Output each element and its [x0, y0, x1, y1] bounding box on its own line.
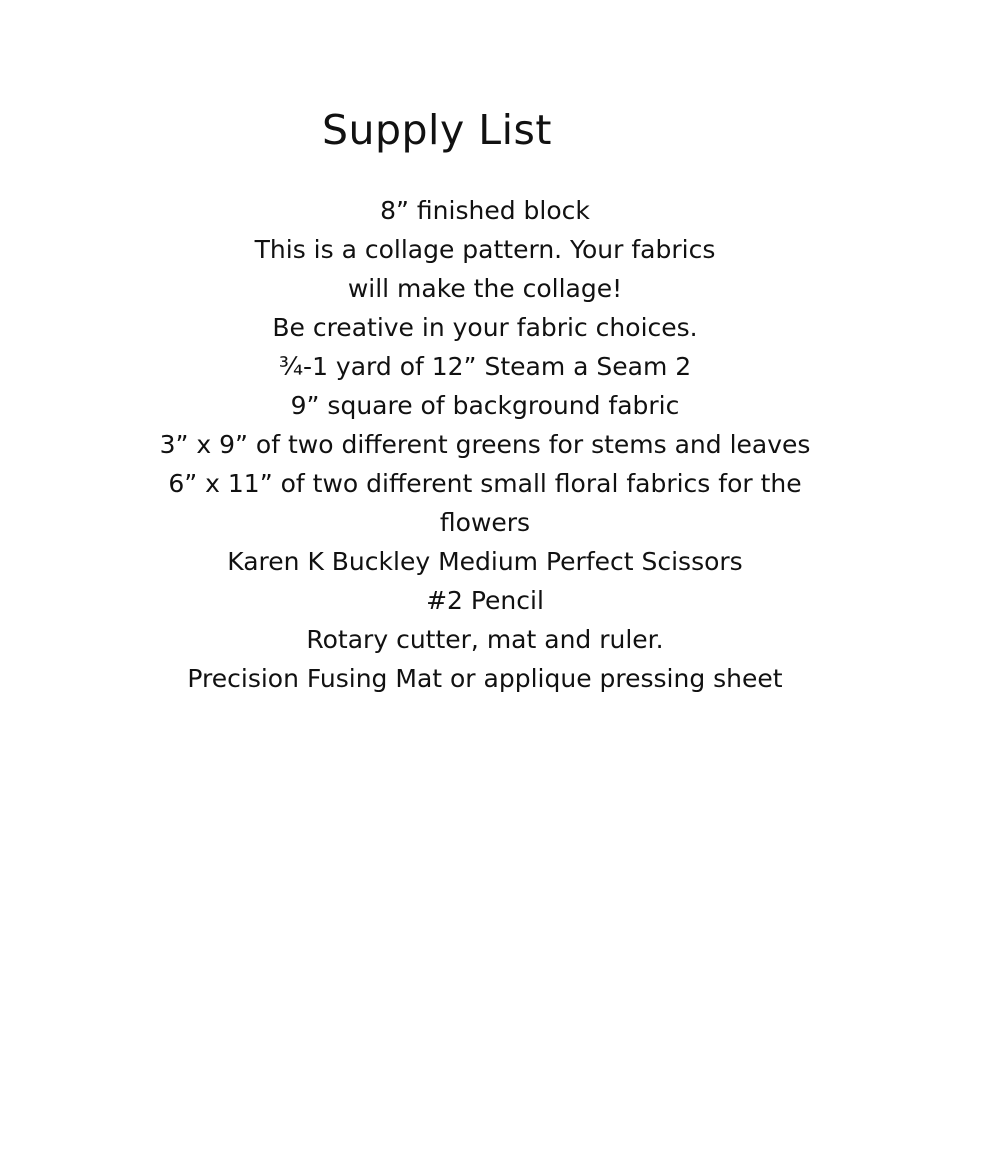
supply-line: Karen K Buckley Medium Perfect Scissors — [227, 547, 743, 576]
supply-list — [95, 191, 875, 698]
supply-line: ¾-1 yard of 12” Steam a Seam 2 — [278, 352, 692, 381]
supply-line: 3” x 9” of two different greens for stems and leaves — [159, 430, 811, 459]
supply-line: 8” finished block — [380, 196, 590, 225]
supply-line: will make the collage! — [347, 274, 623, 303]
supply-line: Rotary cutter, mat and ruler. — [306, 625, 664, 654]
supply-line: flowers — [439, 508, 531, 537]
document-title: Supply List — [322, 106, 552, 154]
supply-line: Precision Fusing Mat or applique pressing sheet — [187, 664, 783, 693]
supply-line: Be creative in your fabric choices. — [272, 313, 698, 342]
supply-line: #2 Pencil — [426, 586, 544, 615]
supply-line: This is a collage pattern. Your fabrics — [254, 235, 716, 264]
supply-line: 6” x 11” of two different small floral fabrics for the — [168, 469, 802, 498]
supply-line: 9” square of background fabric — [290, 391, 680, 420]
